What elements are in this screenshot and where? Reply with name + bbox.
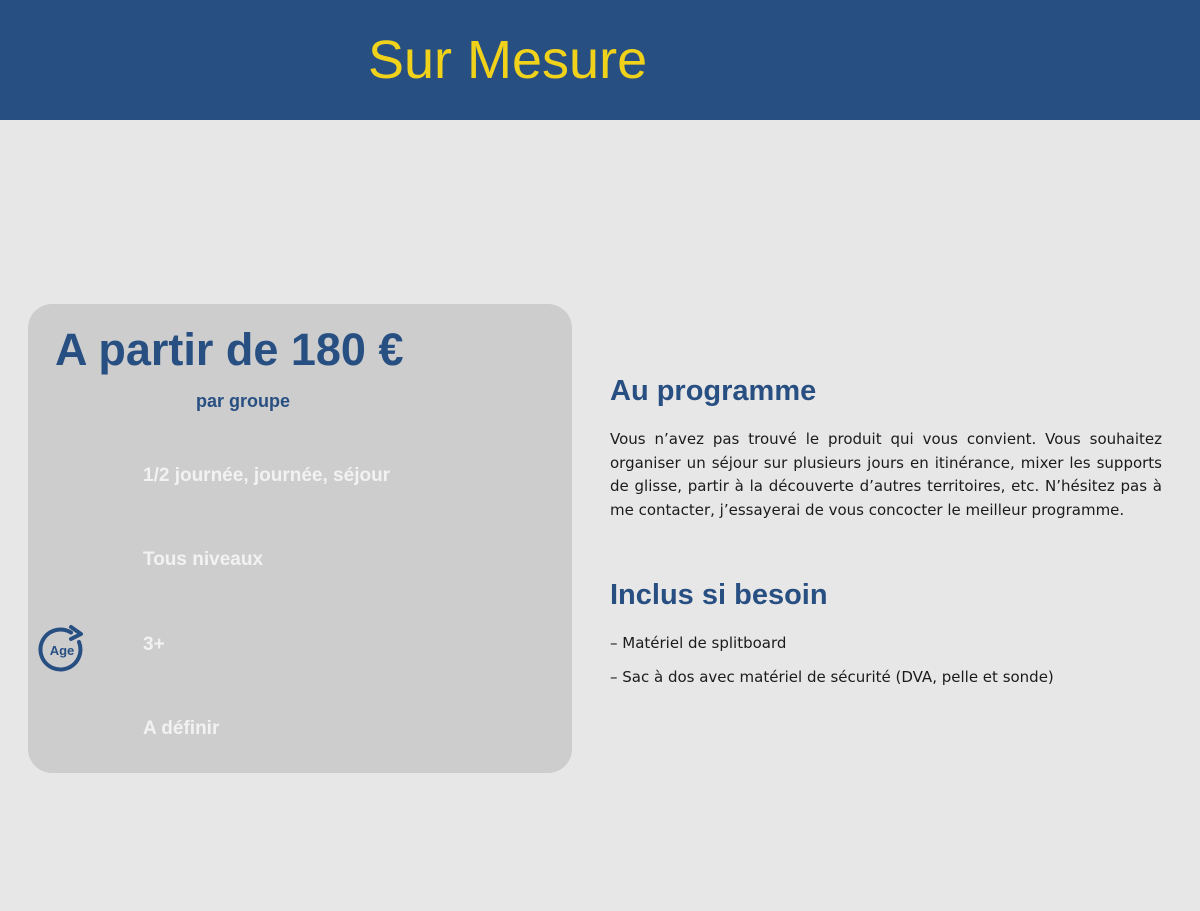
dates-feature: A définir <box>143 718 220 739</box>
offer-card <box>28 304 572 773</box>
level-feature: Tous niveaux <box>143 549 264 570</box>
page-header <box>0 0 1200 120</box>
price-unit-label: par groupe <box>196 391 291 411</box>
program-heading: Au programme <box>610 375 817 407</box>
page-title: Sur Mesure <box>368 30 648 90</box>
age-icon-label: Age <box>49 643 75 658</box>
included-item: – Matériel de splitboard <box>610 634 787 652</box>
age-icon <box>38 622 90 674</box>
duration-feature: 1/2 journée, journée, séjour <box>143 465 391 486</box>
age-feature: 3+ <box>143 634 165 655</box>
included-item: – Sac à dos avec matériel de sécurité (DVA, pelle et sonde) <box>610 668 1054 686</box>
price-label: A partir de 180 € <box>55 324 404 375</box>
included-heading: Inclus si besoin <box>610 579 828 611</box>
program-description: Vous n’avez pas trouvé le produit qui vous convient. Vous souhaitez organiser un séjour sur plusieurs jours en itinérance, mixer les supports de glisse, partir à la découverte d’autres territoires, etc. N’hésitez pas à me contacter, j’essayerai de vous concocter le meilleur programme. <box>610 430 1162 519</box>
